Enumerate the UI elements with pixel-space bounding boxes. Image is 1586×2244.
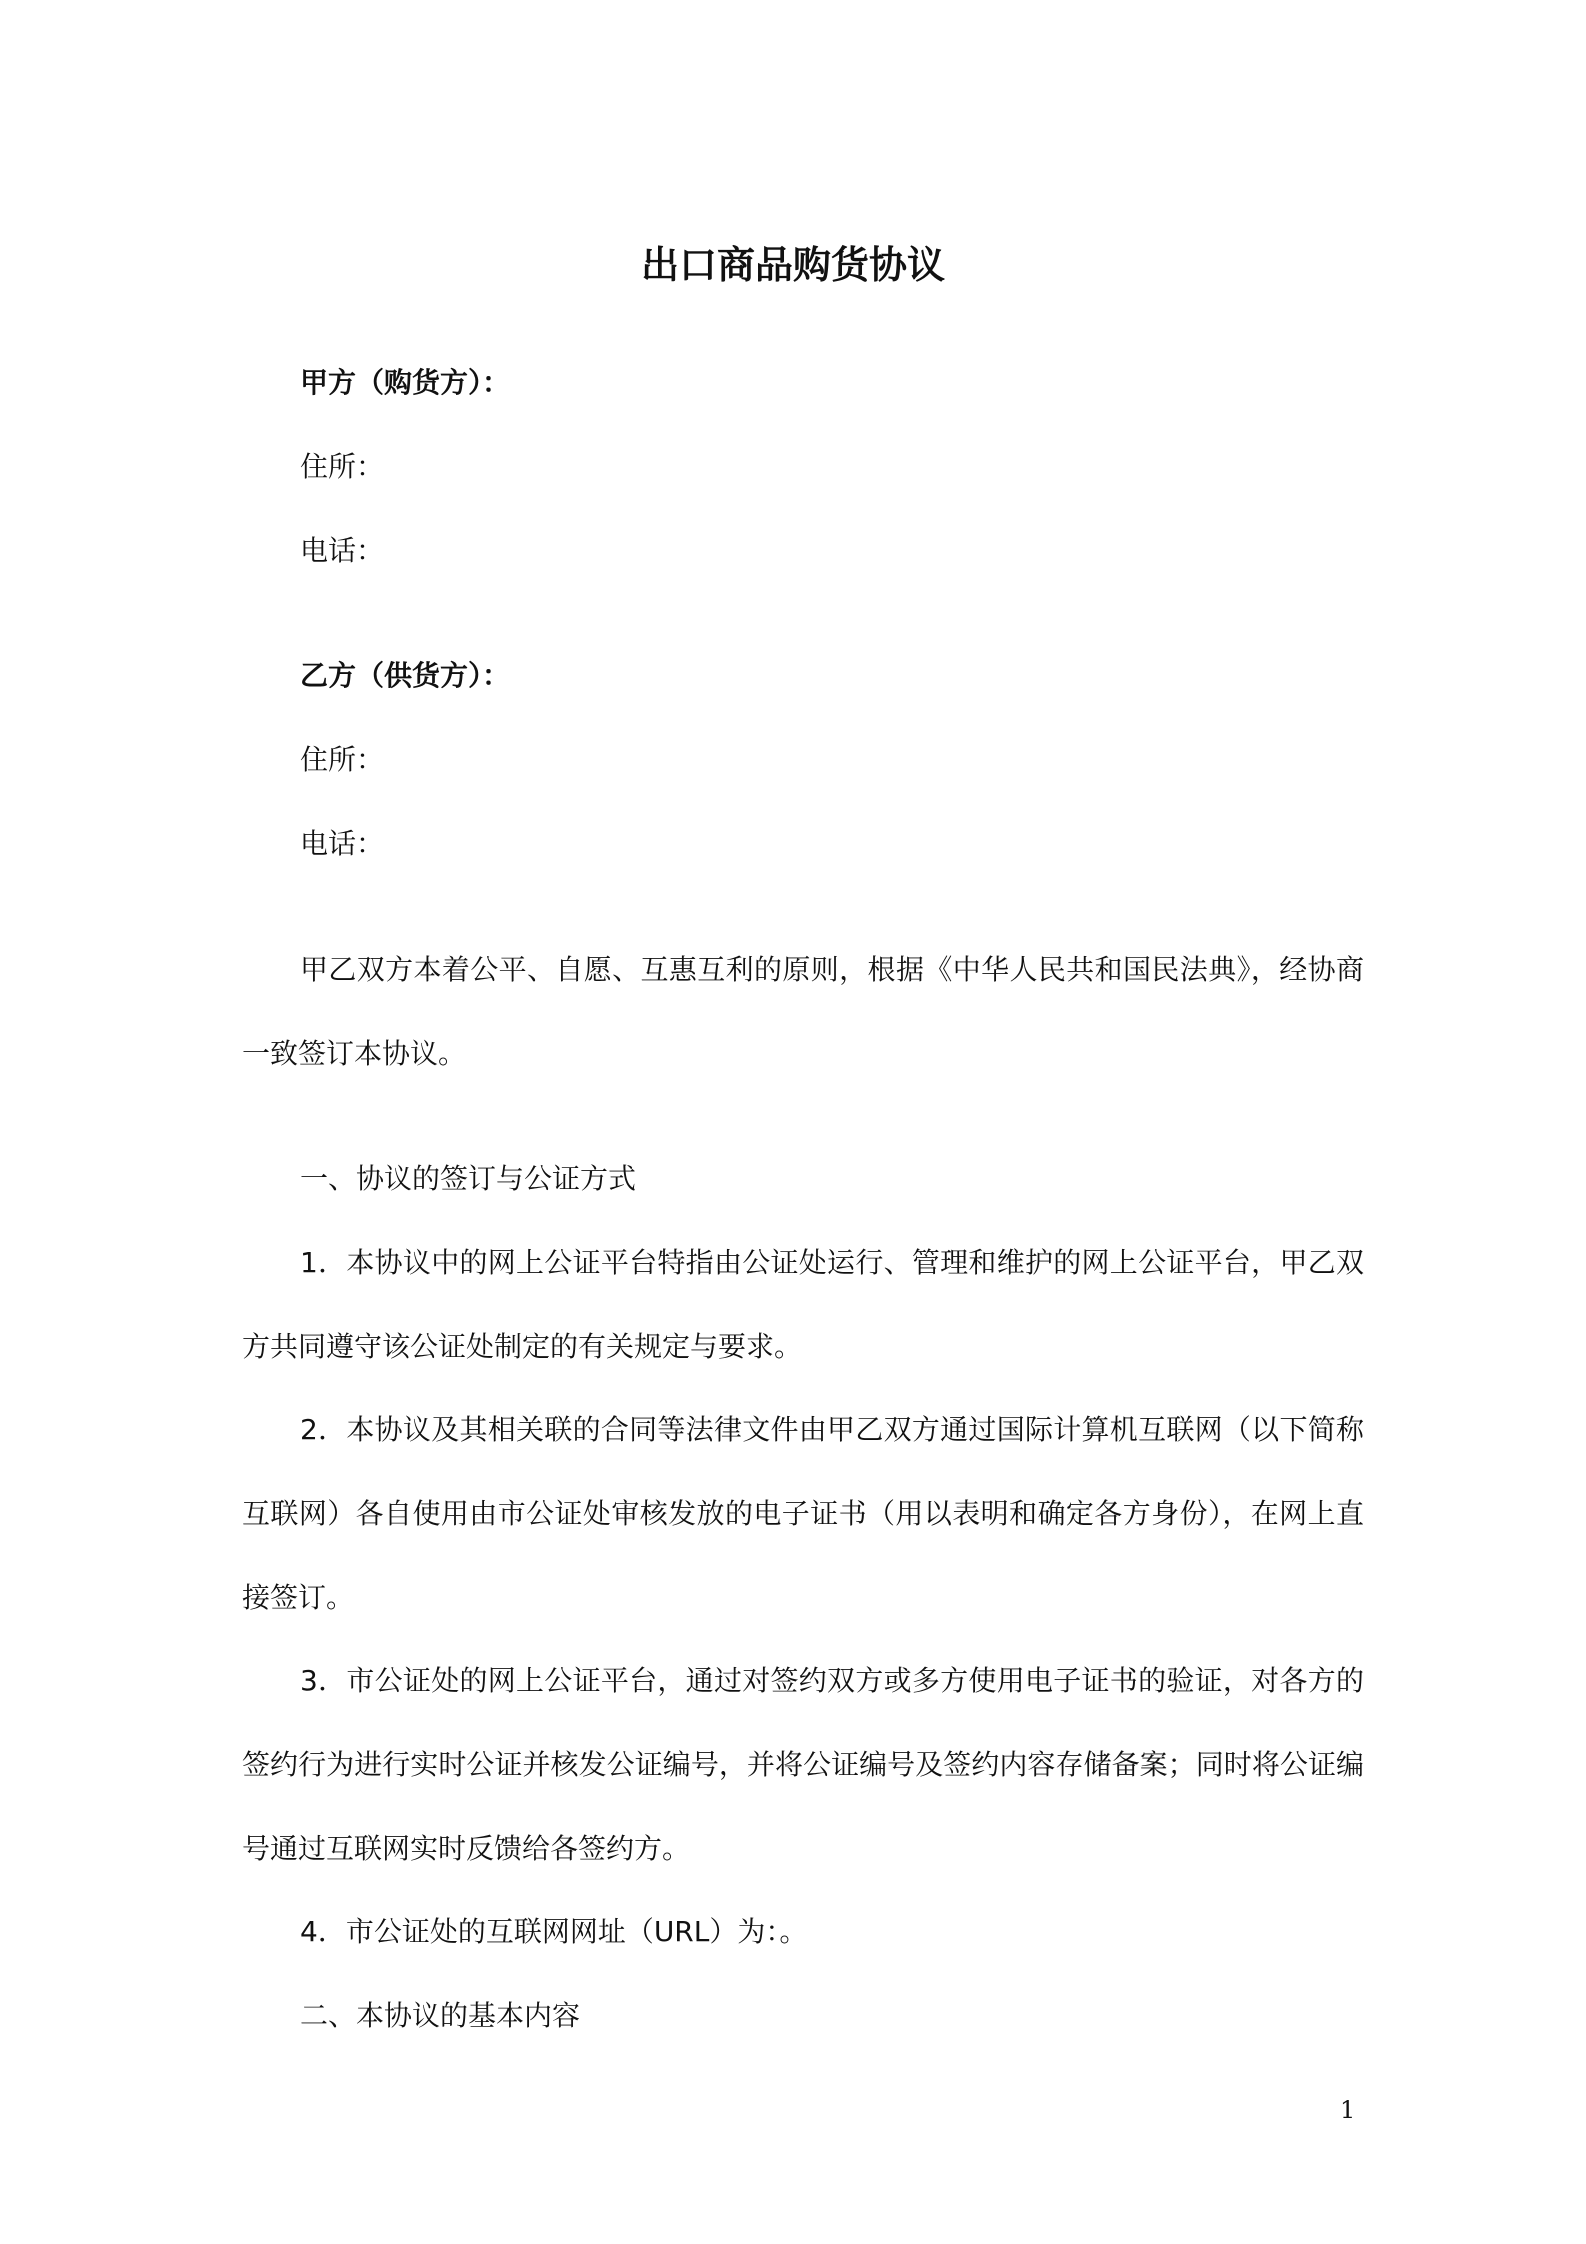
page-number: 1 — [1340, 2096, 1356, 2124]
document-title: 出口商品购货协议 — [640, 243, 945, 287]
party-a-label: 甲方（购货方）： — [300, 366, 511, 399]
clause-line: 互联网）各自使用由市公证处审核发放的电子证书（用以表明和确定各方身份），在网上直 — [242, 1497, 1364, 1530]
clause-line: 号通过互联网实时反馈给各签约方。 — [242, 1832, 691, 1865]
party-a-address: 住所： — [300, 450, 385, 483]
clause-line: 2．本协议及其相关联的合同等法律文件由甲乙双方通过国际计算机互联网（以下简称 — [300, 1413, 1364, 1446]
clause-line: 3．市公证处的网上公证平台，通过对签约双方或多方使用电子证书的验证，对各方的 — [300, 1664, 1364, 1697]
preamble-line: 甲乙双方本着公平、自愿、互惠互利的原则，根据《中华人民共和国民法典》，经协商 — [300, 953, 1364, 986]
clause-line: 4．市公证处的互联网网址（URL）为：。 — [300, 1915, 808, 1948]
party-b-address: 住所： — [300, 743, 385, 776]
party-b-phone: 电话： — [300, 827, 385, 860]
clause-line: 签约行为进行实时公证并核发公证编号，并将公证编号及签约内容存储备案；同时将公证编 — [242, 1748, 1364, 1781]
section-1-heading: 一、协议的签订与公证方式 — [300, 1162, 637, 1195]
party-b-label: 乙方（供货方）： — [300, 659, 511, 692]
clause-line: 接签订。 — [242, 1581, 355, 1614]
party-a-phone: 电话： — [300, 534, 385, 567]
section-2-heading: 二、本协议的基本内容 — [300, 1999, 581, 2032]
clause-line: 1．本协议中的网上公证平台特指由公证处运行、管理和维护的网上公证平台，甲乙双 — [300, 1246, 1364, 1279]
clause-line: 方共同遵守该公证处制定的有关规定与要求。 — [242, 1330, 803, 1363]
preamble-line: 一致签订本协议。 — [242, 1037, 467, 1070]
